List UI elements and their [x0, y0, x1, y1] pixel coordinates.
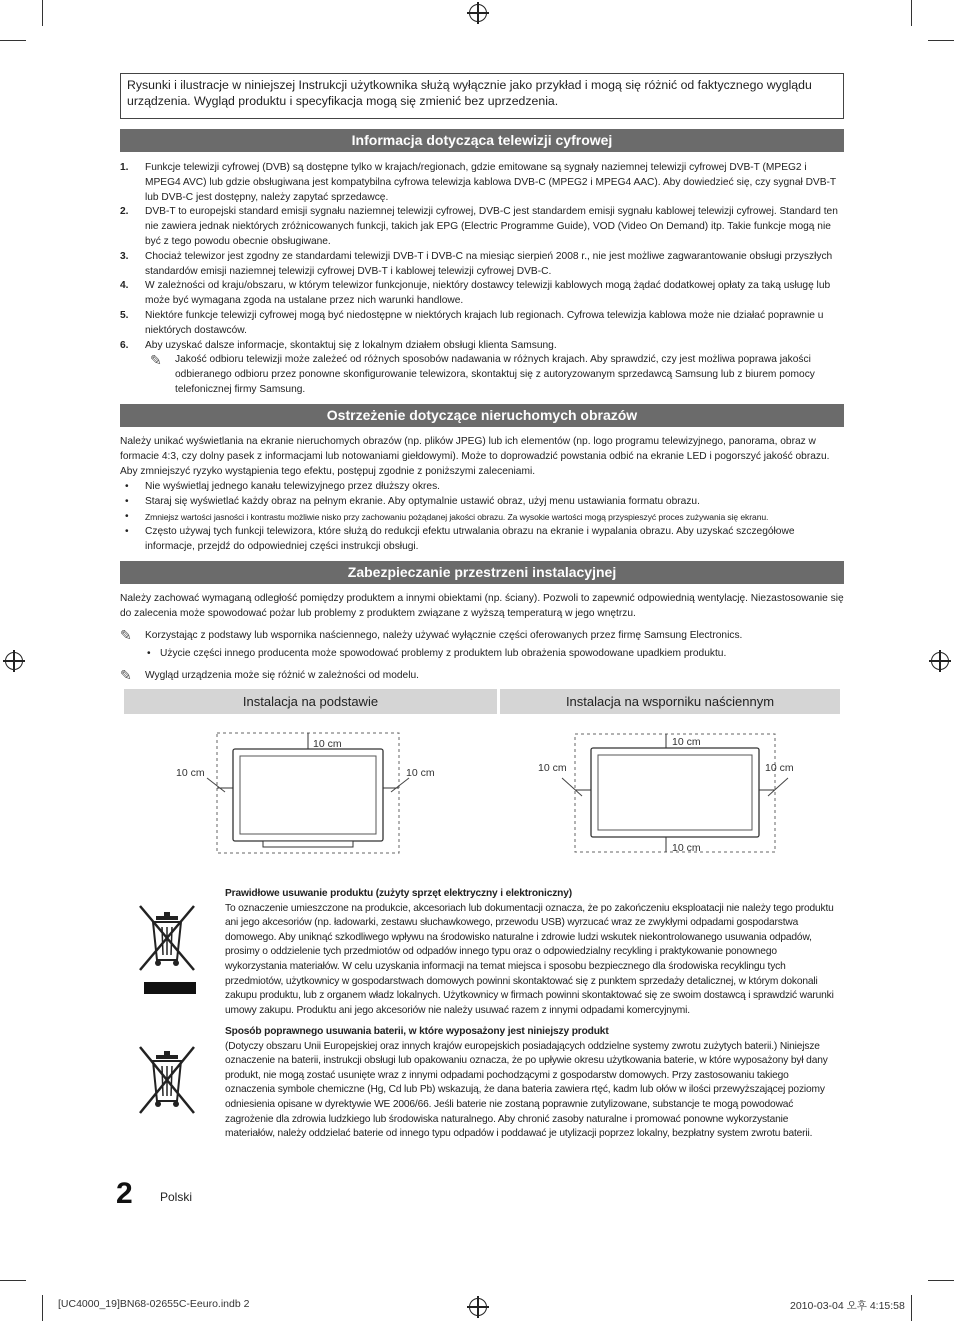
leader-line: [207, 778, 225, 792]
crop-mark: [928, 1280, 954, 1281]
list-number: 6.: [120, 339, 129, 351]
note-text: Jakość odbioru telewizji może zależeć od różnych sposobów nadawania w różnych krajach. Aby sprawdzić, czy jest możliwa poprawa jakości odbieranego odbioru przez ponowne skonfigurowanie telewizora, skontaktuj się z autoryzowanym sprzedawcą Samsung lub z biurem pomocy telefonicznej firmy Samsung.: [175, 354, 815, 395]
distance-label-bottom: 10 cm: [672, 842, 701, 854]
page-number: 2: [116, 1177, 133, 1210]
list-item: [120, 525, 844, 555]
tv-stand: [263, 841, 353, 847]
list-item: [120, 309, 844, 339]
weee-text: To oznaczenie umieszczone na produkcie, akcesoriach lub dokumentacji oznacza, że po zakończeniu eksploatacji nie należy tego produktu ani jego akcesoriów (np. ładowarki, zestawu słuchawkowego, przewodu USB) wyrzucać wraz ze zwykłymi odpadami gospodarstwa domowego. Aby uniknąć szkodliwego wpływu na środowisko naturalne i zdrowie ludzi wskutek niekontrolowanego usuwania odpadów, prosimy o oddzielenie tych przedmiotów od odpadów innego typu oraz o odpowiedzialny recykling i praktykowanie ponownego wykorzystania materiałów. W celu uzyskania informacji na temat miejsca i sposobu bezpiecznego dla środowiska recyklingu tych przedmiotów, użytkownicy w gospodarstwach domowych powinni skontaktować się z punktem sprzedaży detalicznej, w którym dokonali zakupu produktu, lub z organem władz lokalnych. Użytkownicy w firmach powinni skontaktować się ze swoim dostawcą i sprawdzić warunki umowy zakupu. Produktu ani jego akcesoriów nie należy usuwać razem z innymi odpadami komercyjnymi.: [225, 902, 834, 1016]
list-item: [120, 205, 844, 249]
column-header-wall-mount: Instalacja na wsporniku naściennym: [500, 689, 840, 714]
distance-label-right: 10 cm: [765, 762, 794, 774]
pencil-note-icon: ✎: [120, 627, 132, 643]
section-header-still-images: Ostrzeżenie dotyczące nieruchomych obrazów: [120, 404, 844, 427]
list-text: Często używaj tych funkcji telewizora, które służą do redukcji efektu utrwalania obrazu na ekranie i wypalania obrazu. Aby uzyskać szczegółowe informacje, przejdź do odpowiedniej części instrukcji obsługi.: [145, 526, 795, 553]
list-item: [120, 495, 844, 510]
list-item: [120, 279, 844, 309]
list-text: Funkcje telewizji cyfrowej (DVB) są dostępne tylko w krajach/regionach, gdzie emitowane są sygnały naziemnej telewizji cyfrowej DVB-T (MPEG2 i MPEG4 AVC) lub gdzie obsługiwana jest kompatybilna cyfrowa telewizja kablowa DVB-C (MPEG2 i MPEG4 AAC). Aby dowiedzieć się, czy sygnał DVB-T lub DVB-C jest dostępny, należy zapytać sprzedawcę.: [145, 162, 836, 203]
weee-disposal-block: [225, 887, 835, 1018]
installation-notes: [120, 629, 844, 683]
weee-title: Prawidłowe usuwanie produktu (zużyty sprzęt elektryczny i elektroniczny): [225, 888, 572, 899]
leader-line: [562, 778, 582, 796]
note-sub-text: Użycie części innego producenta może spowodować problemy z produktem lub obrażenia spowodowane upadkiem produktu.: [160, 647, 727, 659]
registration-mark-icon: [5, 652, 23, 670]
section-header-installation-space: Zabezpieczanie przestrzeni instalacyjnej: [120, 561, 844, 584]
list-item: [120, 480, 844, 495]
tv-screen: [240, 756, 376, 834]
distance-label-top: 10 cm: [313, 738, 342, 750]
distance-label-right: 10 cm: [406, 767, 435, 779]
bullet-icon: •: [125, 495, 129, 507]
battery-crossed-bin-icon: [136, 1045, 198, 1120]
list-item: [120, 161, 844, 205]
distance-label-left: 10 cm: [176, 767, 205, 779]
crop-mark: [0, 1280, 26, 1281]
note-sub-item: [120, 647, 844, 662]
section-header-digital-tv: Informacja dotycząca telewizji cyfrowej: [120, 129, 844, 152]
list-number: 3.: [120, 250, 129, 262]
list-number: 4.: [120, 280, 129, 292]
crop-mark: [911, 0, 912, 26]
leader-line: [391, 778, 409, 792]
list-number: 2.: [120, 206, 129, 218]
crop-mark: [911, 1295, 912, 1321]
note: [120, 353, 844, 397]
list-text: Niektóre funkcje telewizji cyfrowej mogą być niedostępne w niektórych krajach lub regionach. Cyfrowa telewizja kablowa może nie działać poprawnie u niektórych dostawców.: [145, 309, 824, 336]
bullet-icon: •: [125, 526, 129, 538]
weee-crossed-bin-icon: [136, 902, 198, 994]
pencil-note-icon: ✎: [150, 352, 162, 369]
list-text: DVB-T to europejski standard emisji sygnału naziemnej telewizji cyfrowej, DVB-C jest standardem emisji sygnału kablowej telewizji cyfrowej. Standard ten nie zawiera jednak niektórych zróżnicowanych funkcji, takich jak EPG (Electric Programme Guide), VOD (Video On Demand) itp. Takie funkcje mogą nie być z tego powodu obecnie obsługiwane.: [145, 206, 838, 247]
note: [120, 629, 844, 644]
list-number: 5.: [120, 309, 129, 321]
tv-screen: [598, 755, 752, 830]
list-text: W zależności od kraju/obszaru, w którym telewizor funkcjonuje, niektóry dostawcy telewizji kablowych mogą żądać dodatkowej opłaty za taką usługę lub może być wymagana zgoda na ustalane przez nich warunki handlowe.: [145, 280, 831, 307]
list-number: 1.: [120, 162, 129, 173]
note: [120, 666, 844, 684]
column-header-stand: Instalacja na podstawie: [124, 689, 497, 714]
list-text: Aby uzyskać dalsze informacje, skontaktuj się z lokalnym działem obsługi klienta Samsung.: [145, 339, 557, 351]
list-text: Staraj się wyświetlać każdy obraz na pełnym ekranie. Aby optymalnie ustawić obraz, użyj menu ustawiania formatu obrazu.: [145, 495, 700, 507]
page-language: Polski: [160, 1190, 193, 1204]
list-text: Chociaż telewizor jest zgodny ze standardami telewizji DVB-T i DVB-C na miesiąc sierpień 2008 r., nie jest możliwe zagwarantowanie obsługi przyszłych standardów emisji naziemnej telewizji cyfrowej DVB-T i kablowej telewizji cyfrowej DVB-C.: [145, 250, 833, 277]
digital-tv-list: [120, 161, 844, 398]
still-images-list: [120, 480, 844, 555]
distance-label-left: 10 cm: [538, 762, 567, 774]
installation-intro: Należy zachować wymaganą odległość pomiędzy produktem a innymi obiektami (np. ściany). Pozwoli to zapewnić odpowiednią wentylację. Niezastosowanie się do zalecenia może spowodować pożar lub problemy z produktem związane z wyższą temperaturą w jego wnętrzu.: [120, 593, 844, 619]
disclaimer-notice: Rysunki i ilustracje w niniejszej Instrukcji użytkownika służą wyłącznie jako przykład i mogą się różnić od faktycznego wyglądu urządzenia. Wygląd produktu i specyfikacja mogą się zmienić bez uprzedzenia.: [120, 73, 844, 119]
pencil-note-icon: ✎: [120, 666, 132, 683]
print-timestamp: 2010-03-04 오후 4:15:58: [790, 1300, 905, 1312]
list-text: Nie wyświetlaj jednego kanału telewizyjnego przez dłuższy okres.: [145, 481, 441, 492]
crop-mark: [42, 1295, 43, 1321]
bullet-icon: •: [125, 510, 129, 522]
registration-mark-icon: [469, 4, 487, 22]
registration-mark-icon: [931, 652, 949, 670]
print-file-info: [UC4000_19]BN68-02655C-Eeuro.indb 2: [58, 1298, 250, 1310]
list-text: Zmniejsz wartości jasności i kontrastu możliwie nisko przy zachowaniu pożądanej jakości obrazu. Za wysokie wartości mogą przyspieszyć proces zużywania się ekranu.: [145, 511, 769, 522]
leader-line: [768, 778, 788, 796]
note-text: Korzystając z podstawy lub wspornika naściennego, należy używać wyłącznie części oferowanych przez firmę Samsung Electronics.: [145, 630, 743, 641]
list-item: [120, 510, 844, 526]
bullet-icon: •: [125, 481, 129, 492]
crop-mark: [42, 0, 43, 26]
battery-text: (Dotyczy obszaru Unii Europejskiej oraz innych krajów europejskich posiadających oddzielne systemy zwrotu zużytych baterii.) Niniejsze oznaczenie na baterii, instrukcji obsługi lub opakowaniu oznacza, że po upływie okresu użytkowania baterie, w które wyposażony był dany produkt, nie mogą zostać usunięte wraz z innymi odpadami pochodzącymi z gospodarstw domowych. Przy zastosowaniu takiego oznaczenia symbole chemiczne (Hg, Cd lub Pb) wskazują, że dana bateria zawiera rtęć, kadm lub ołów w ilości przewyższającej poziomy odniesienia opisane w dyrektywie WE 2006/66. Jeśli baterie nie zostaną poprawnie zutylizowane, substancje te mogą powodować zagrożenie dla zdrowia ludzkiego lub środowiska naturalnego. Aby chronić zasoby naturalne i promować ponowne wykorzystanie materiałów, należy oddzielać baterie od innego typu odpadów i poddawać je utylizacji poprzez lokalny, bezpłatny system zwrotu baterii.: [225, 1040, 828, 1140]
registration-mark-icon: [469, 1298, 487, 1316]
crop-mark: [0, 40, 26, 41]
crop-mark: [928, 40, 954, 41]
still-images-intro: Należy unikać wyświetlania na ekranie nieruchomych obrazów (np. plików JPEG) lub ich elementów (np. logo programu telewizyjnego, panorama, obraz w formacie 4:3, czy dolny pasek z informacjami lub notowaniami giełdowymi). Może to doprowadzić powstania odbić na ekranie LED i pogorszyć jakość obrazu. Aby zmniejszyć ryzyko wystąpienia tego efektu, postępuj zgodnie z poniższymi zaleceniami.: [120, 436, 830, 477]
list-item: [120, 250, 844, 280]
battery-disposal-block: [225, 1025, 835, 1142]
distance-label-top: 10 cm: [672, 736, 701, 748]
battery-title: Sposób poprawnego usuwania baterii, w które wyposażony jest niniejszy produkt: [225, 1026, 609, 1037]
note-text: Wygląd urządzenia może się różnić w zależności od modelu.: [145, 669, 419, 681]
list-item: [120, 339, 844, 354]
bullet-icon: •: [147, 647, 151, 659]
